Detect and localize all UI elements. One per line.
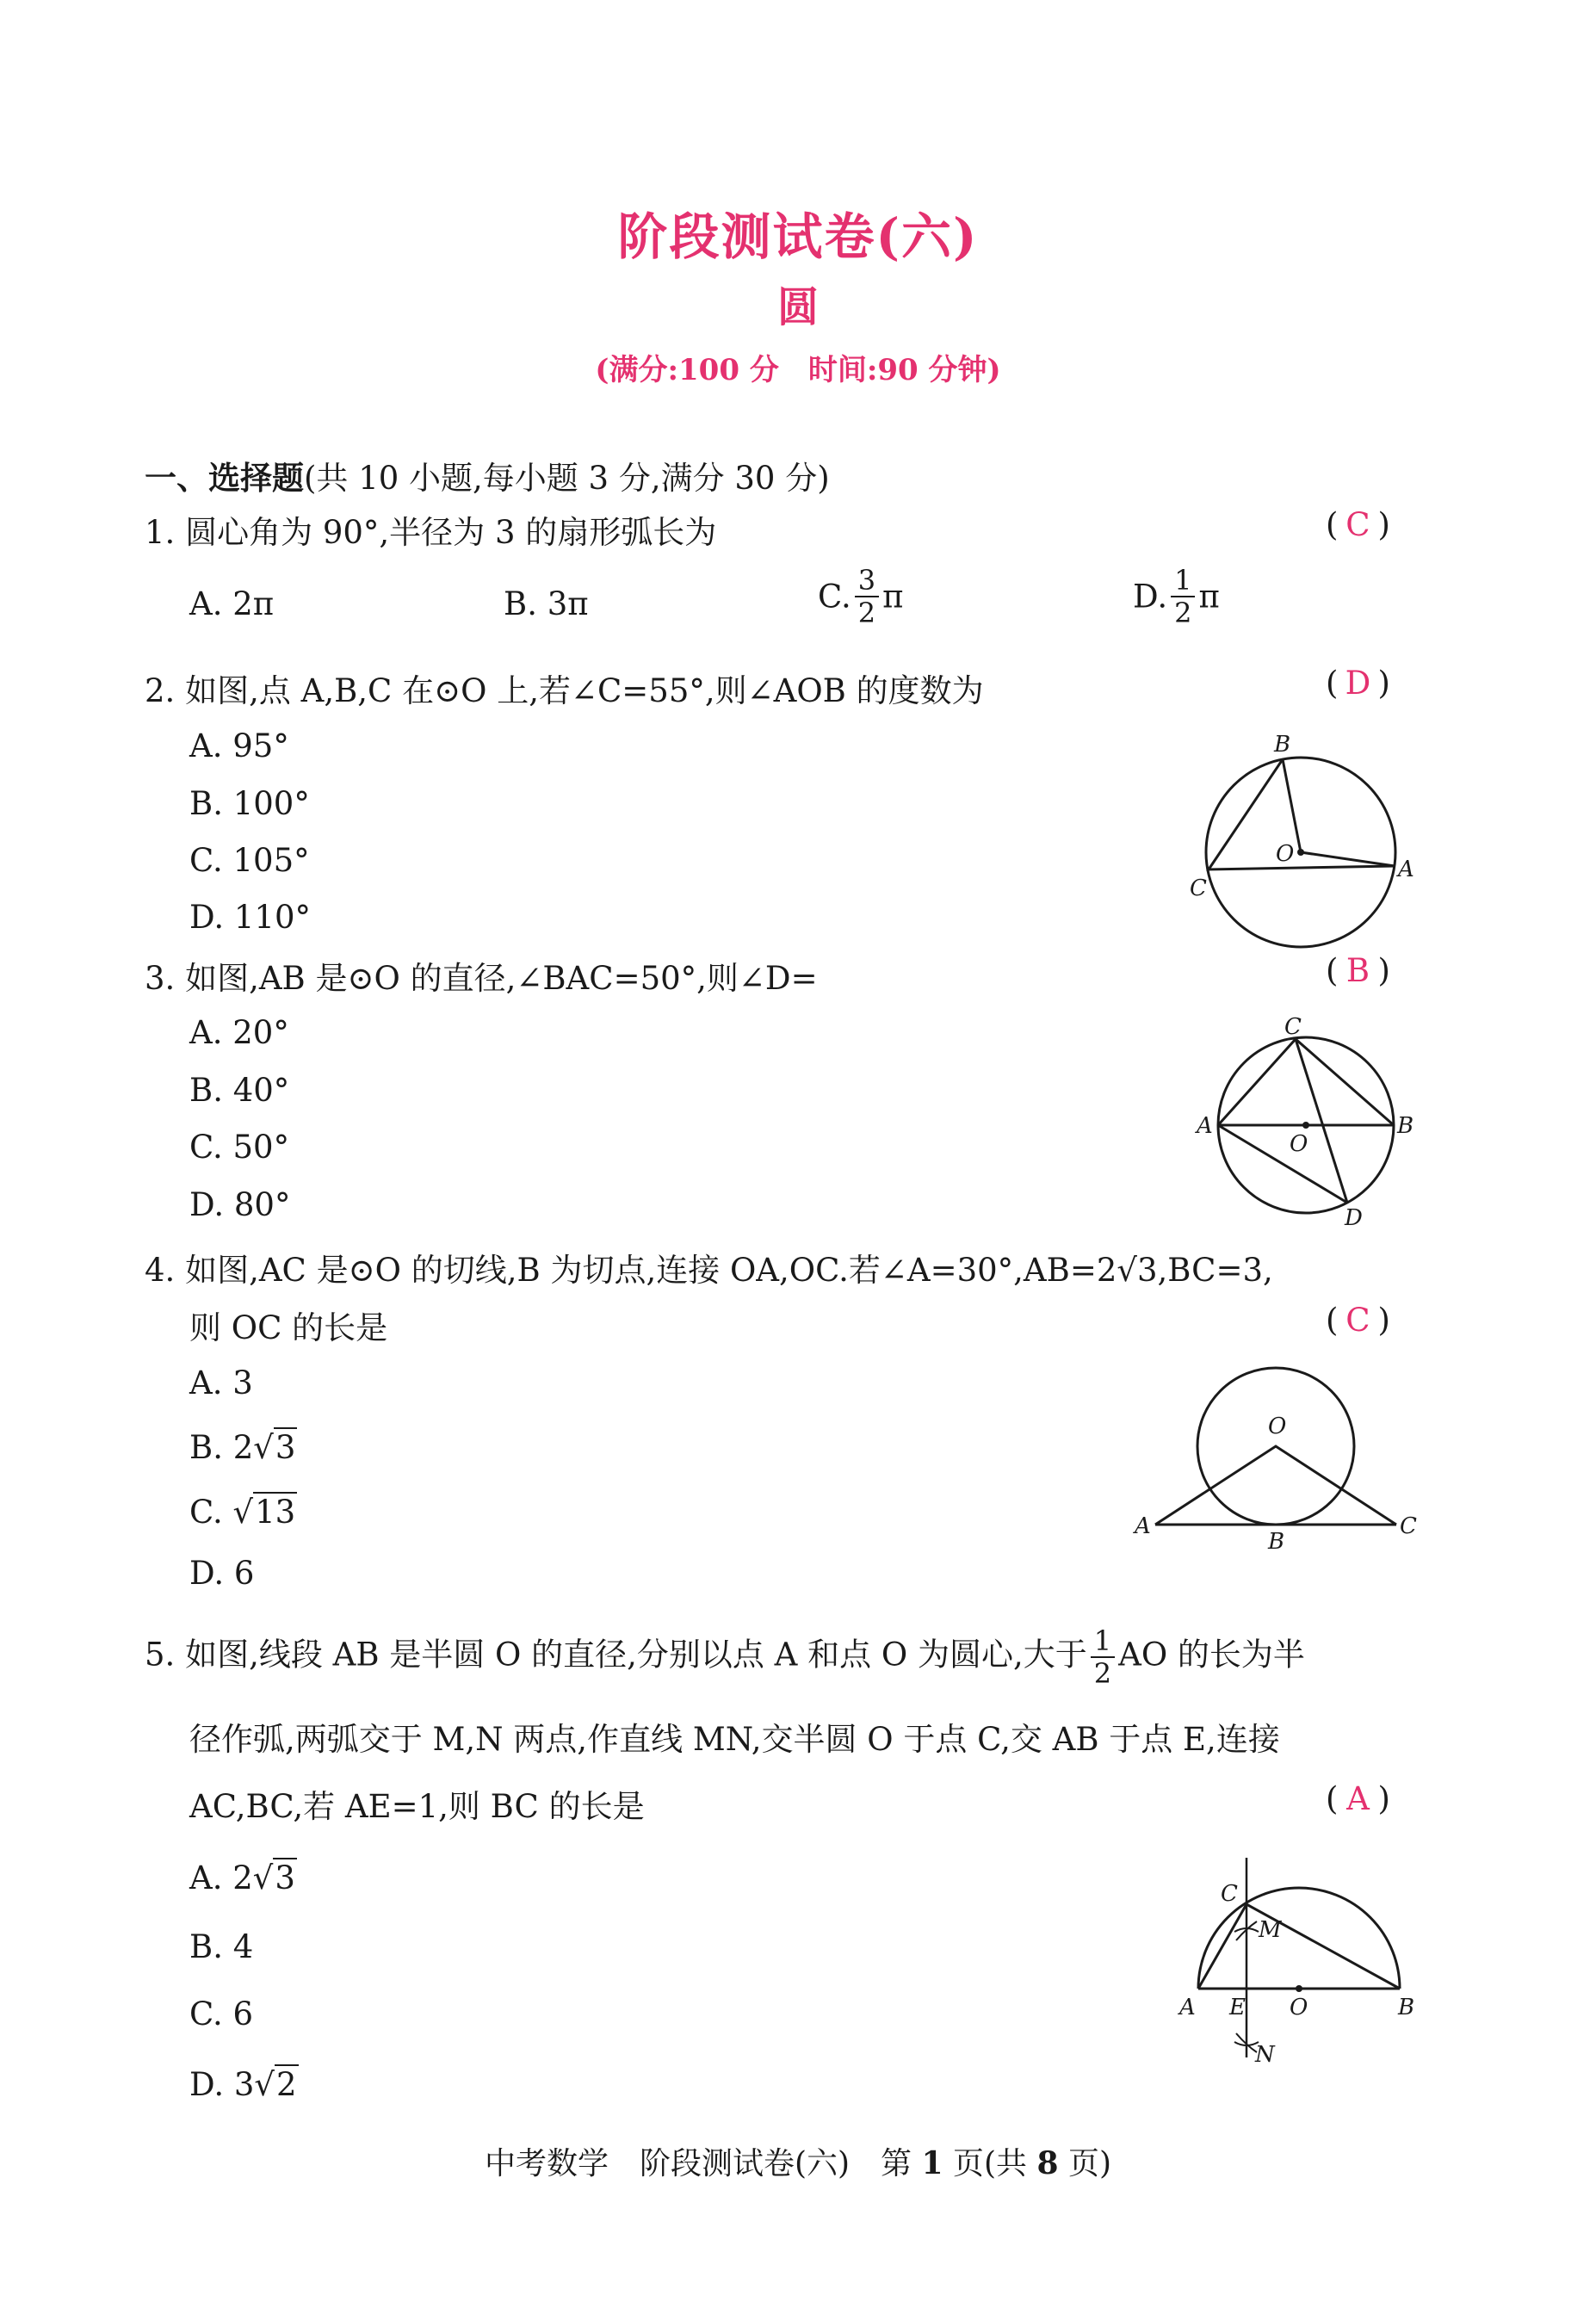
q2-figure (1179, 723, 1429, 956)
bracket-open: ( (1326, 1302, 1339, 1339)
label-c: C (1221, 1881, 1238, 1907)
q3-figure (1188, 1012, 1438, 1235)
q1-option-b: B. 3π (504, 585, 589, 622)
bracket-close: ) (1377, 952, 1390, 989)
denominator: 2 (1174, 597, 1192, 629)
label-m: M (1259, 1917, 1282, 1943)
center-point (1296, 1985, 1302, 1992)
fraction (1171, 566, 1195, 627)
footer-page-number: 1 (921, 2145, 943, 2181)
segments-oa-oc (1155, 1446, 1396, 1525)
q2-option-c: C. 105° (189, 842, 310, 879)
page-title: 阶段测试卷(六) (617, 207, 979, 266)
pi-symbol: π (1198, 578, 1220, 616)
page-footer (0, 2139, 1596, 2183)
footer-mid: 页(共 (953, 2146, 1028, 2181)
numerator: 1 (1091, 1627, 1115, 1658)
sqrt-sign: √ (254, 2066, 275, 2103)
question-5-text (145, 1624, 1305, 1690)
numerator: 3 (855, 566, 879, 597)
option-label: A. 2 (189, 1859, 253, 1896)
q1-option-a: A. 2π (189, 585, 275, 622)
label-a: A (1179, 1995, 1196, 2020)
option-label: D. (1133, 578, 1168, 616)
q5-option-a (189, 1859, 297, 1896)
question-stem: 如图,AC 是⊙O 的切线,B 为切点,连接 OA,OC.若∠A=30°,AB=2√3,BC=3, (185, 1252, 1273, 1289)
answer-letter: C (1345, 1302, 1370, 1339)
fraction (855, 566, 879, 627)
question-3-text (145, 952, 818, 999)
question-number: 3. (145, 960, 176, 997)
label-a: A (1197, 1113, 1213, 1139)
center-point (1297, 849, 1304, 856)
q5-option-c: C. 6 (189, 1995, 254, 2032)
denominator: 2 (1093, 1657, 1112, 1690)
bracket-open: ( (1326, 952, 1339, 989)
radicand: 3 (275, 1429, 296, 1466)
answer-letter: A (1346, 1780, 1370, 1817)
radicand: 2 (276, 2066, 297, 2103)
sqrt-sign: √ (253, 1429, 274, 1466)
question-5-text-line3: AC,BC,若 AE=1,则 BC 的长是 (189, 1788, 645, 1825)
footer-suffix: 页) (1068, 2146, 1112, 2181)
section-desc: (共 10 小题,每小题 3 分,满分 30 分) (304, 460, 830, 497)
q3-option-d: D. 80° (189, 1186, 291, 1223)
bracket-close: ) (1377, 1780, 1390, 1817)
q1-option-d (1133, 566, 1220, 627)
label-b: B (1274, 732, 1291, 758)
question-number: 4. (145, 1252, 176, 1289)
label-a: A (1398, 857, 1414, 882)
bracket-open: ( (1326, 665, 1339, 702)
label-c: C (1284, 1014, 1302, 1040)
chord-cd (1296, 1039, 1347, 1203)
label-b: B (1268, 1529, 1285, 1550)
page-subtitle: 圆 (776, 283, 819, 331)
fraction (1091, 1624, 1115, 1690)
q3-option-a: A. 20° (189, 1014, 289, 1051)
q2-option-d: D. 110° (189, 899, 311, 936)
label-c: C (1190, 875, 1207, 901)
label-b: B (1398, 1995, 1415, 2020)
label-o: O (1290, 1131, 1308, 1157)
question-number: 5. (145, 1636, 176, 1674)
denominator: 2 (857, 597, 876, 629)
q5-figure (1171, 1842, 1446, 2075)
q1-option-c (818, 566, 903, 627)
label-b: B (1397, 1113, 1414, 1139)
q5-option-b: B. 4 (189, 1928, 254, 1965)
question-4-text (145, 1244, 1273, 1290)
chords-ac-cb (1218, 1039, 1394, 1125)
q4-option-c (189, 1494, 297, 1531)
label-o: O (1276, 841, 1295, 867)
chord-ad (1218, 1125, 1347, 1203)
q3-option-c: C. 50° (189, 1129, 290, 1166)
label-o: O (1290, 1995, 1308, 2020)
answer-letter: D (1345, 665, 1371, 702)
label-a: A (1135, 1513, 1151, 1539)
option-label: C. (818, 578, 851, 616)
question-stem: 圆心角为 90°,半径为 3 的扇形弧长为 (185, 514, 717, 551)
answer-letter: B (1345, 952, 1370, 989)
question-4-answer (1326, 1302, 1390, 1339)
question-2-answer (1326, 665, 1390, 702)
bracket-close: ) (1377, 506, 1390, 543)
question-4-text-line2: 则 OC 的长是 (189, 1309, 388, 1346)
numerator: 1 (1171, 566, 1195, 597)
answer-letter: C (1345, 506, 1370, 543)
question-5-text-line2: 径作弧,两弧交于 M,N 两点,作直线 MN,交半圆 O 于点 C,交 AB 于点 E,连接 (189, 1721, 1280, 1758)
question-number: 1. (145, 514, 176, 551)
label-n: N (1255, 2042, 1275, 2068)
label-o: O (1268, 1414, 1287, 1439)
bracket-open: ( (1326, 506, 1339, 543)
q4-option-a: A. 3 (189, 1364, 253, 1401)
option-label: C. (189, 1494, 223, 1531)
section-label: 一、选择题 (145, 459, 304, 497)
center-point (1302, 1122, 1309, 1129)
section-heading (145, 452, 830, 498)
radicand: 13 (255, 1494, 296, 1531)
q4-figure (1128, 1364, 1438, 1550)
label-c: C (1400, 1513, 1417, 1539)
option-label: B. 2 (189, 1429, 254, 1466)
question-5-answer (1326, 1780, 1390, 1817)
bracket-close: ) (1377, 1302, 1390, 1339)
question-2-text (145, 665, 984, 711)
bracket-close: ) (1377, 665, 1390, 702)
question-1-text (145, 506, 716, 553)
pi-symbol: π (882, 578, 904, 616)
q4-option-d: D. 6 (189, 1555, 255, 1592)
question-stem: 如图,点 A,B,C 在⊙O 上,若∠C=55°,则∠AOB 的度数为 (185, 672, 984, 709)
q4-option-b (189, 1429, 297, 1466)
option-label: D. 3 (189, 2066, 255, 2103)
question-stem-cont: AO 的长为半 (1118, 1636, 1305, 1674)
bracket-open: ( (1326, 1780, 1339, 1817)
sqrt-sign: √ (232, 1494, 254, 1531)
question-1-answer (1326, 506, 1390, 543)
question-3-answer (1326, 952, 1390, 989)
q2-option-b: B. 100° (189, 785, 310, 822)
question-stem: 如图,AB 是⊙O 的直径,∠BAC=50°,则∠D= (185, 960, 818, 997)
label-e: E (1229, 1995, 1246, 2020)
q5-option-d (189, 2066, 299, 2103)
exam-meta: (满分:100 分 时间:90 分钟) (595, 353, 1001, 387)
q3-option-b: B. 40° (189, 1072, 290, 1109)
radicand: 3 (275, 1859, 295, 1896)
footer-prefix: 中考数学 阶段测试卷(六) 第 (484, 2146, 912, 2181)
sqrt-sign: √ (252, 1859, 274, 1896)
question-stem: 如图,线段 AB 是半圆 O 的直径,分别以点 A 和点 O 为圆心,大于 (185, 1636, 1087, 1674)
label-d: D (1345, 1205, 1363, 1231)
question-number: 2. (145, 672, 176, 709)
footer-total-pages: 8 (1036, 2145, 1059, 2181)
q2-option-a: A. 95° (189, 727, 289, 764)
